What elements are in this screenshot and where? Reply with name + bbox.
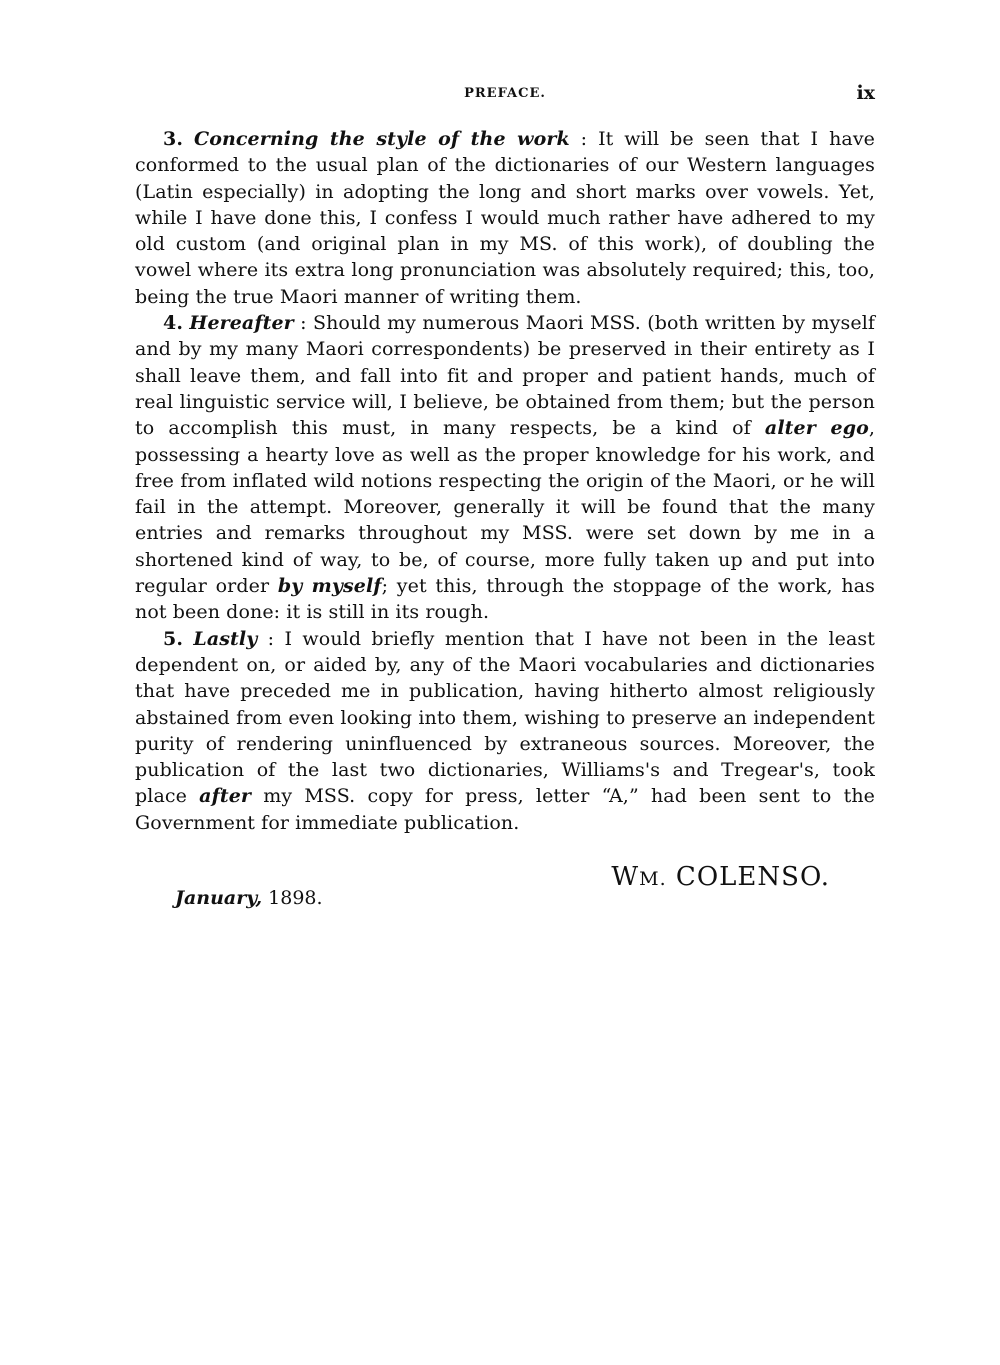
paragraph-hereafter [135, 310, 875, 626]
paragraph-heading: Hereafter [189, 312, 294, 335]
heading-separator: : [293, 312, 313, 335]
signature [611, 862, 830, 892]
heading-separator: : [569, 128, 599, 150]
paragraph-number: 3. [163, 128, 184, 150]
paragraph-text: ; yet this, through the stoppage of the work, has not been done: it is still in its rough. [135, 575, 875, 624]
emphasis-alter-ego: alter ego [764, 417, 869, 440]
running-head [135, 82, 875, 106]
signature-initial: W [611, 862, 640, 892]
paragraph-heading: Concerning the style of the work [193, 128, 570, 150]
paragraph-lastly [135, 626, 875, 836]
paragraph-text: I would briefly mention that I have not been in the least dependent on, or aided by, any of the Maori vocabularies and dictionaries that have preceded me in publication, having hitherto almost religiously abstained from even looking into them, wishing to preserve an independent purity of rendering uninfluenced by extraneous sources. Moreover, the publication of the last two dictionaries, Williams's and Tregear's, took place [135, 627, 875, 808]
signature-initial-rest: M. [639, 868, 667, 890]
paragraph-text: my MSS. copy for press, letter “A,” had been sent to the Government for immediate publication. [135, 785, 876, 834]
paragraph-heading: Lastly [193, 627, 258, 650]
dateline-year: 1898. [268, 887, 323, 909]
running-title: PREFACE. [464, 86, 546, 101]
paragraph-text: , possessing a hearty love as well as the proper knowledge for his work, and free from inflated wild notions respecting the origin of the Maori, or he will fail in the attempt. Moreover, generally it will be found that the many entries and remarks throughout my MSS. were set down by me in a shortened kind of way, to be, of course, more fully taken up and put into regular order [135, 417, 875, 598]
paragraph-text: Should my numerous Maori MSS. (both written by myself and by my many Maori correspondents) be preserved in their entirety as I shall leave them, and fall into fit and proper and patient hands, much of real linguistic service will, I believe, be obtained from them; but the person to accomplish this must, in many respects, be a kind of [135, 312, 876, 440]
paragraph-style-of-work [135, 126, 875, 310]
page-number: ix [856, 82, 875, 104]
dateline-month: January, [175, 887, 263, 909]
signature-name: COLENSO. [675, 862, 830, 892]
emphasis-after: after [199, 785, 252, 808]
paragraph-number: 4. [163, 312, 184, 335]
dateline [175, 887, 323, 909]
paragraph-text: It will be seen that I have conformed to the usual plan of the dictionaries of our Western languages (Latin especially) in adopting the long and short marks over vowels. Yet, while I have done this, I confess I would much rather have adhered to my old custom (and original plan in my MS. of this work), of doubling the vowel where its extra long pronunciation was absolutely required; this, too, being the true Maori manner of writing them. [135, 128, 876, 308]
body-text [135, 126, 875, 836]
paragraph-number: 5. [163, 627, 184, 650]
emphasis-by-myself: by myself [277, 575, 382, 598]
heading-separator: : [257, 627, 285, 650]
